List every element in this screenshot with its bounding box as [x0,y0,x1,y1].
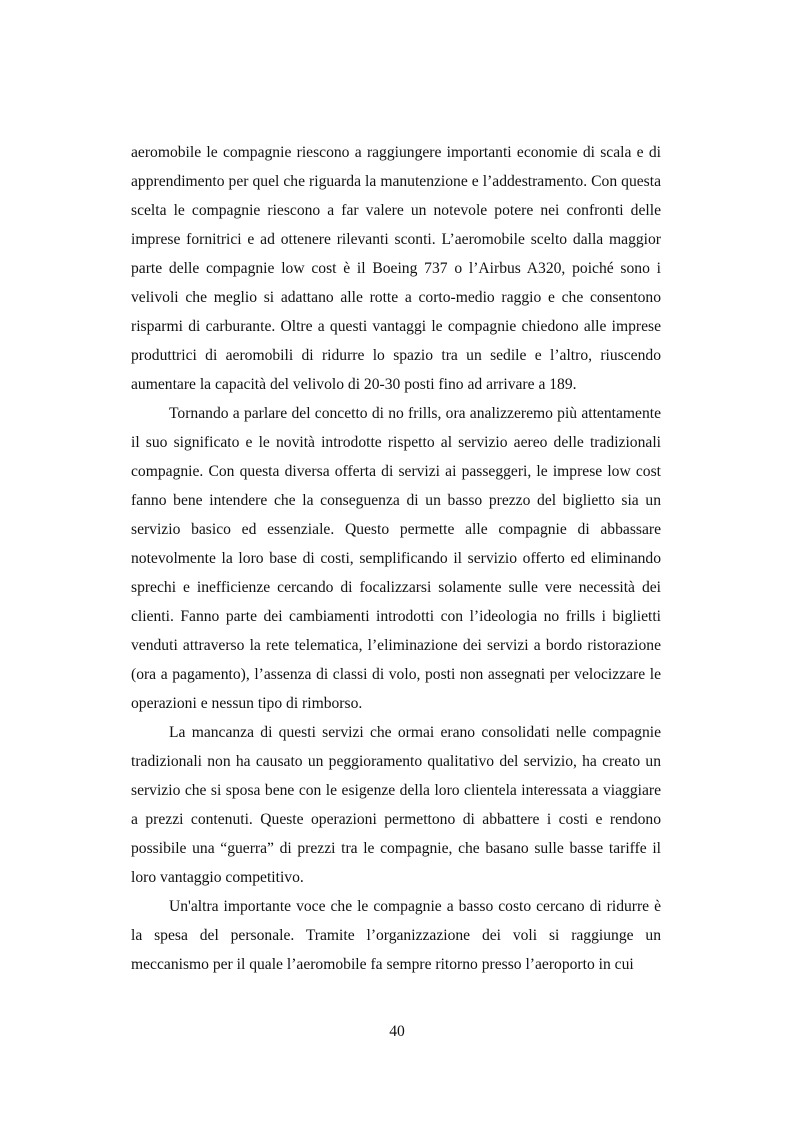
page-body [131,138,661,979]
paragraph-4: Un'altra importante voce che le compagnie a basso costo cercano di ridurre è la spesa del personale. Tramite l’organizzazione dei voli si raggiunge un meccanismo per il quale l’aeromobile fa sempre ritorno presso l’aeroporto in cui [131,898,661,973]
paragraph-1: aeromobile le compagnie riescono a raggiungere importanti economie di scala e di apprendimento per quel che riguarda la manutenzione e l’addestramento. Con questa scelta le compagnie riescono a far valere un notevole potere nei confronti delle imprese fornitrici e ad ottenere rilevanti sconti. L’aeromobile scelto dalla maggior parte delle compagnie low cost è il Boeing 737 o l’Airbus A320, poiché sono i velivoli che meglio si adattano alle rotte a corto-medio raggio e che consentono risparmi di carburante. Oltre a questi vantaggi le compagnie chiedono alle imprese produttrici di aeromobili di ridurre lo spazio tra un sedile e l’altro, riuscendo aumentare la capacità del velivolo di 20-30 posti fino ad arrivare a 189. [131,144,661,393]
page-number: 40 [389,1023,405,1040]
paragraph-2: Tornando a parlare del concetto di no frills, ora analizzeremo più attentamente il suo significato e le novità introdotte rispetto al servizio aereo delle tradizionali compagnie. Con questa diversa offerta di servizi ai passeggeri, le imprese low cost fanno bene intendere che la conseguenza di un basso prezzo del biglietto sia un servizio basico ed essenziale. Questo permette alle compagnie di abbassare notevolmente la loro base di costi, semplificando il servizio offerto ed eliminando sprechi e inefficienze cercando di focalizzarsi solamente sulle vere necessità dei clienti. Fanno parte dei cambiamenti introdotti con l’ideologia no frills i biglietti venduti attraverso la rete telematica, l’eliminazione dei servizi a bordo ristorazione (ora a pagamento), l’assenza di classi di volo, posti non assegnati per velocizzare le operazioni e nessun tipo di rimborso. [131,405,661,712]
paragraph-3: La mancanza di questi servizi che ormai erano consolidati nelle compagnie tradizionali non ha causato un peggioramento qualitativo del servizio, ha creato un servizio che si sposa bene con le esigenze della loro clientela interessata a viaggiare a prezzi contenuti. Queste operazioni permettono di abbattere i costi e rendono possibile una “guerra” di prezzi tra le compagnie, che basano sulle basse tariffe il loro vantaggio competitivo. [131,724,661,886]
